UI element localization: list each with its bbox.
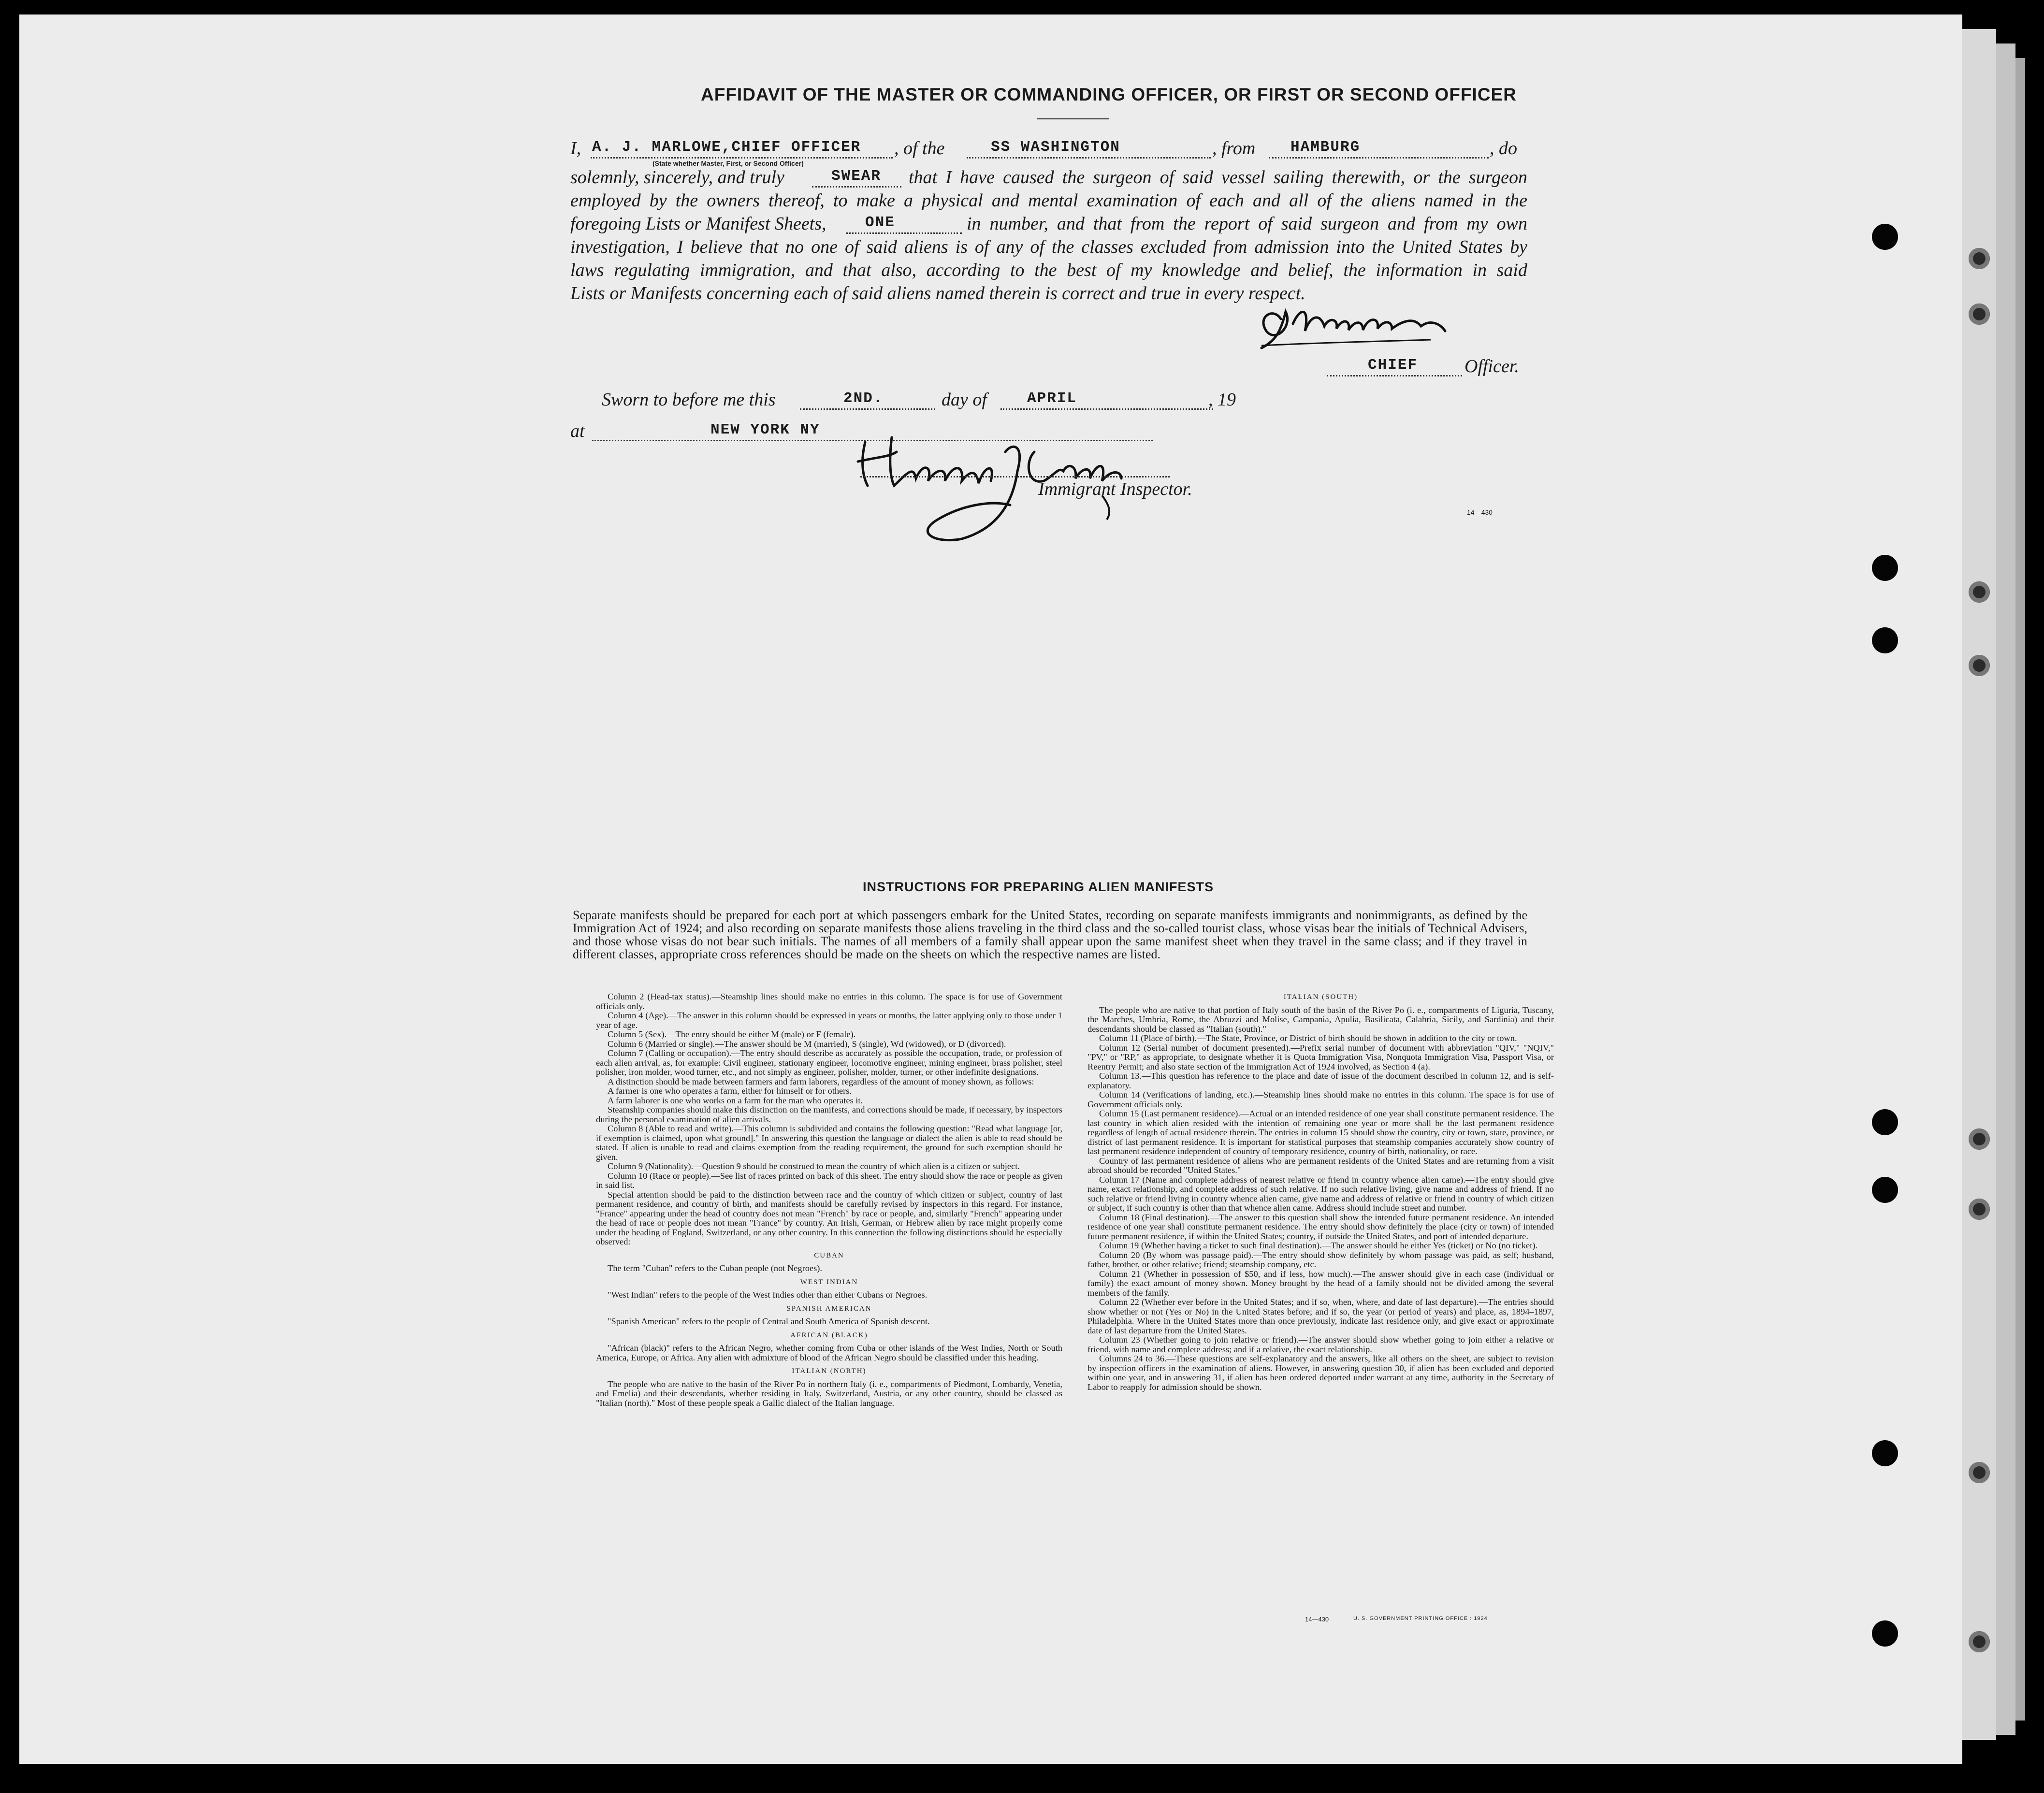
sworn-month-field: APRIL bbox=[1027, 390, 1077, 407]
affidavit-text: in number, and that from the report of said surgeon and from my own bbox=[967, 214, 1527, 234]
section-heading: ITALIAN (SOUTH) bbox=[1283, 993, 1358, 1001]
field-note: (State whether Master, First, or Second Officer) bbox=[652, 159, 804, 167]
officer-name-field: A. J. MARLOWE,CHIEF OFFICER bbox=[592, 139, 861, 156]
instructions-right-column bbox=[1087, 988, 1554, 1392]
affidavit-text: that I have caused the surgeon of said vessel sailing therewith, or the surgeon bbox=[909, 167, 1527, 188]
instruction-paragraph: Column 9 (Nationality).—Question 9 should be construed to mean the country of which alien is a citizen or subject. bbox=[608, 1161, 1020, 1171]
instruction-paragraph: A farm laborer is one who works on a farm for the man who operates it. bbox=[608, 1095, 863, 1105]
binder-hole bbox=[1872, 555, 1898, 581]
instruction-paragraph: Column 4 (Age).—The answer in this column should be expressed in years or months, the latter applying only to those under 1 year of age. bbox=[596, 1011, 1062, 1030]
instruction-paragraph: Column 22 (Whether ever before in the United States; and if so, when, where, and date of last departure).—The entries should show whether or not (Yes or No) in the United States before; and if so, the year (or period of years) and place, as, 1894–1897, Philadelphia. Where in the United States more than once previously, indicate last residence only, and give exact or approximate date of last departure from the United States. bbox=[1087, 1297, 1554, 1335]
sworn-text: day of bbox=[942, 390, 987, 410]
form-number: 14—430 bbox=[1467, 508, 1493, 516]
page-edge bbox=[1962, 29, 1996, 1740]
instruction-paragraph: Column 14 (Verifications of landing, etc.).—Steamship lines should make no entries in this column. The space is for use of Government officials only. bbox=[1087, 1090, 1554, 1109]
section-heading: ITALIAN (NORTH) bbox=[792, 1367, 867, 1375]
page-edge bbox=[1996, 43, 2015, 1735]
instruction-paragraph: "West Indian" refers to the people of the West Indies other than either Cubans or Negroes. bbox=[608, 1290, 928, 1300]
fill-line bbox=[967, 157, 1211, 159]
instruction-paragraph: Column 18 (Final destination).—The answer to this question shall show the intended future permanent residence. An intended residence of one year shall constitute permanent residence. The entry should show definitely the place (city or town) of intended future permanent residence, if within the United States; country, if outside the United States, and port of intended departure. bbox=[1087, 1212, 1554, 1241]
instruction-paragraph: Country of last permanent residence of aliens who are permanent residents of the United States and are returning from a visit abroad should be recorded "United States." bbox=[1087, 1156, 1554, 1175]
instruction-paragraph: Column 15 (Last permanent residence).—Actual or an intended residence of one year shall constitute permanent residence. The last country in which alien resided with the intention of remaining one year or more shall be the last permanent residence regardless of length of actual residence therein. The entries in column 15 should show the country, city or town, state, province, or district of last permanent residence. It is important for statistical purposes that steamship companies accurately show country of last permanent residence independent of country of temporary residence, country of birth, nationality, or race. bbox=[1087, 1109, 1554, 1156]
instructions-title: INSTRUCTIONS FOR PREPARING ALIEN MANIFESTS bbox=[863, 880, 1214, 894]
inspector-title: Immigrant Inspector. bbox=[1038, 479, 1192, 499]
instruction-paragraph: Column 7 (Calling or occupation).—The entry should describe as accurately as possible the occupation, trade, or profession of each alien arrival, as, for example: Civil engineer, stationary engineer, locomotive engineer, mining engineer, brass polisher, steel polisher, iron molder, wood turner, etc., and not simply as engineer, polisher, molder, turner, or other indefinite designations. bbox=[596, 1048, 1062, 1077]
instructions-left-column bbox=[596, 992, 1062, 1408]
grommet bbox=[1969, 581, 1990, 603]
fill-line bbox=[1327, 375, 1462, 376]
instruction-paragraph: Column 12 (Serial number of document presented).—Prefix serial number of document with abbreviation "QIV," "NQIV," "PV," or "RP," as appropriate, to designate whether it is Quota Immigration Visa, Nonquota Immigration Visa, Passport Visa, or Reentry Permit; and also state section of the Immigration Act of 1924 involved, as Section 4 (a). bbox=[1087, 1042, 1554, 1071]
affidavit-text: Lists or Manifests concerning each of said aliens named therein is correct and true in every respect. bbox=[570, 283, 1305, 304]
instruction-paragraph: "Spanish American" refers to the people of Central and South America of Spanish descent. bbox=[608, 1316, 930, 1326]
vessel-field: SS WASHINGTON bbox=[991, 139, 1120, 156]
sheet-count-field: ONE bbox=[865, 214, 895, 231]
sworn-day-field: 2ND. bbox=[843, 390, 884, 407]
affidavit-text: Officer. bbox=[1464, 356, 1519, 376]
instruction-paragraph: Column 20 (By whom was passage paid).—The entry should show definitely by whom passage was paid, as self; husband, father, brother, or other relative; friend; steamship company, etc. bbox=[1087, 1250, 1554, 1269]
affidavit-text: , do bbox=[1490, 138, 1517, 159]
section-heading: CUBAN bbox=[814, 1251, 844, 1259]
oath-field: SWEAR bbox=[831, 168, 882, 185]
fill-line bbox=[1269, 157, 1489, 159]
instructions-intro: Separate manifests should be prepared for each port at which passengers embark for the United States, recording on separate manifests immigrants and nonimmigrants, as defined by the Immigration Act of 1924; and also recording on separate manifests those aliens traveling in the third class and the so-called tourist class, whose visas bear the initials of Technical Advisers, and those whose visas do not bear such initials. The names of all members of a family shall appear upon the same manifest sheet when they travel in the same class; and if they travel in different classes, appropriate cross references should be made on the sheets on which the respective names are listed. bbox=[573, 908, 1527, 961]
grommet bbox=[1969, 1462, 1990, 1483]
instruction-paragraph: Column 2 (Head-tax status).—Steamship lines should make no entries in this column. The space is for use of Government officials only. bbox=[596, 992, 1062, 1011]
instruction-paragraph: Column 23 (Whether going to join relative or friend).—The answer should show whether going to join either a relative or friend, with name and complete address; and if a relative, the exact relationship. bbox=[1087, 1335, 1554, 1354]
footer-printer: U. S. GOVERNMENT PRINTING OFFICE : 1924 bbox=[1353, 1616, 1488, 1621]
affidavit-text: solemnly, sincerely, and truly bbox=[570, 167, 784, 188]
binder-hole bbox=[1872, 1109, 1898, 1135]
instruction-paragraph: Special attention should be paid to the distinction between race and the country of which citizen or subject, country of last permanent residence, and country of birth, and manifests should be carefully revised by inspectors in this regard. For instance, "France" appearing under the head of country does not mean "French" by race or people, and, similarly "French" appearing under the head of race or people does not mean "France" by country. An Irish, German, or Hebrew alien by race might properly come under the heading of England, Switzerland, or any other country. In this connection the following distinctions should be especially observed: bbox=[596, 1189, 1062, 1246]
grommet bbox=[1969, 1128, 1990, 1150]
instruction-paragraph: "African (black)" refers to the African Negro, whether coming from Cuba or other islands of the West Indies, North or South America, Europe, or Africa. Any alien with admixture of blood of the African Negro should be classified under this heading. bbox=[596, 1343, 1062, 1362]
affidavit-text: , of the bbox=[894, 138, 945, 159]
instruction-paragraph: A farmer is one who operates a farm, either for himself or for others. bbox=[608, 1086, 852, 1096]
instruction-paragraph: The people who are native to that portion of Italy south of the basin of the River Po (i. e., compartments of Liguria, Tuscany, the Marches, Umbria, Rome, the Abruzzi and Molise, Campania, Apulia, Basilicata, Calabria, Sicily, and Sardinia) and their descendants should be classed as "Italian (south)." bbox=[1087, 1005, 1554, 1034]
fill-line bbox=[860, 476, 1170, 477]
instruction-paragraph: Column 17 (Name and complete address of nearest relative or friend in country whence alien came).—The entry should give name, exact relationship, and complete address of such relative. If no such relative living, give name and address of friend. If no such relative or friend living in country whence alien came, give name and address of relative or friend in country of which citizen or subject, if such country is other than that whence alien came. Address should include street and number. bbox=[1087, 1174, 1554, 1213]
instruction-paragraph: Column 10 (Race or people).—See list of races printed on back of this sheet. The entry should show the race or people as given in said list. bbox=[596, 1171, 1062, 1190]
grommet bbox=[1969, 304, 1990, 325]
page-edge bbox=[2015, 58, 2025, 1721]
grommet bbox=[1969, 1631, 1990, 1652]
affidavit-text: employed by the owners thereof, to make a physical and mental examination of each and all of the aliens named in the bbox=[570, 190, 1527, 211]
footer-form-number: 14—430 bbox=[1305, 1616, 1329, 1623]
officer-signature bbox=[1247, 297, 1489, 355]
binder-hole bbox=[1872, 1620, 1898, 1647]
instruction-paragraph: Column 19 (Whether having a ticket to such final destination).—The answer should be either Yes (ticket) or No (no ticket). bbox=[1099, 1241, 1538, 1250]
port-from-field: HAMBURG bbox=[1290, 139, 1361, 156]
fill-line bbox=[1000, 408, 1213, 410]
affidavit-text: laws regulating immigration, and that also, according to the best of my knowledge and belief, the information in said bbox=[570, 260, 1527, 280]
binder-hole bbox=[1872, 1440, 1898, 1466]
binder-hole bbox=[1872, 224, 1898, 250]
officer-rank-field: CHIEF bbox=[1368, 357, 1418, 374]
title-rule bbox=[1037, 118, 1109, 119]
section-heading: WEST INDIAN bbox=[800, 1278, 858, 1286]
fill-line bbox=[800, 408, 935, 410]
grommet bbox=[1969, 1199, 1990, 1220]
affidavit-text: investigation, I believe that no one of said aliens is of any of the classes excluded from admission into the United States by bbox=[570, 237, 1527, 257]
instruction-paragraph: Columns 24 to 36.—These questions are self-explanatory and the answers, like all others on the sheet, are subject to revision by inspection officers in the examination of aliens. However, in answering question 30, if alien has been excluded and deported within one year, and in answering 31, if alien has been ordered deported under warrant at any time, authority in the Secretary of Labor to reapply for admission should be shown. bbox=[1087, 1354, 1554, 1392]
affidavit-text: , from bbox=[1212, 138, 1256, 159]
instruction-paragraph: The people who are native to the basin of the River Po in northern Italy (i. e., compartments of Piedmont, Lombardy, Venetia, and Emelia) and their descendants, whether residing in Italy, Switzerland, Austria, or any other country, should be classed as "Italian (north)." Most of these people speak a Gallic dialect of the Italian language. bbox=[596, 1379, 1062, 1408]
instruction-paragraph: A distinction should be made between farmers and farm laborers, regardless of the amount of money shown, as follows: bbox=[608, 1076, 1034, 1086]
grommet bbox=[1969, 248, 1990, 269]
fill-line bbox=[591, 157, 893, 159]
affidavit-title: AFFIDAVIT OF THE MASTER OR COMMANDING OFFICER, OR FIRST OR SECOND OFFICER bbox=[701, 85, 1517, 104]
binder-hole bbox=[1872, 1177, 1898, 1203]
sworn-text: , 19 bbox=[1208, 390, 1236, 410]
section-heading: AFRICAN (BLACK) bbox=[790, 1331, 868, 1339]
instruction-paragraph: Column 5 (Sex).—The entry should be either M (male) or F (female). bbox=[608, 1029, 856, 1039]
affidavit-text: foregoing Lists or Manifest Sheets, bbox=[570, 214, 826, 234]
instruction-paragraph: Column 11 (Place of birth).—The State, Province, or District of birth should be shown in addition to the city or town. bbox=[1099, 1033, 1517, 1043]
affidavit-text: I, bbox=[570, 138, 581, 159]
fill-line bbox=[812, 186, 901, 188]
instruction-paragraph: Column 13.—This question has reference to the place and date of issue of the document described in column 12, and is self-explanatory. bbox=[1087, 1071, 1554, 1090]
grommet bbox=[1969, 655, 1990, 676]
instruction-paragraph: Column 8 (Able to read and write).—This column is subdivided and contains the following question: "Read what language [or, if exemption is claimed, upon what ground]." In answering this question the language or dialect the alien is able to read should be stated. If alien is unable to read and claims exemption from the reading requirement, the ground for such exemption should be given. bbox=[596, 1124, 1062, 1162]
instruction-paragraph: Column 6 (Married or single).—The answer should be M (married), S (single), Wd (widowed), or D (divorced). bbox=[608, 1039, 1006, 1049]
instruction-paragraph: Column 21 (Whether in possession of $50, and if less, how much).—The answer should give in each case (individual or family) the exact amount of money shown. Money brought by the head of a family should not be divided among the several members of the family. bbox=[1087, 1269, 1554, 1298]
instruction-paragraph: The term "Cuban" refers to the Cuban people (not Negroes). bbox=[608, 1263, 822, 1273]
sworn-place-field: NEW YORK NY bbox=[710, 421, 820, 438]
section-heading: SPANISH AMERICAN bbox=[786, 1304, 872, 1313]
sworn-text: at bbox=[570, 421, 585, 441]
sworn-text: Sworn to before me this bbox=[602, 390, 776, 410]
binder-hole bbox=[1872, 627, 1898, 653]
fill-line bbox=[846, 232, 962, 234]
instruction-paragraph: Steamship companies should make this distinction on the manifests, and corrections should be made, if necessary, by inspectors during the personal examination of alien arrivals. bbox=[596, 1105, 1062, 1124]
